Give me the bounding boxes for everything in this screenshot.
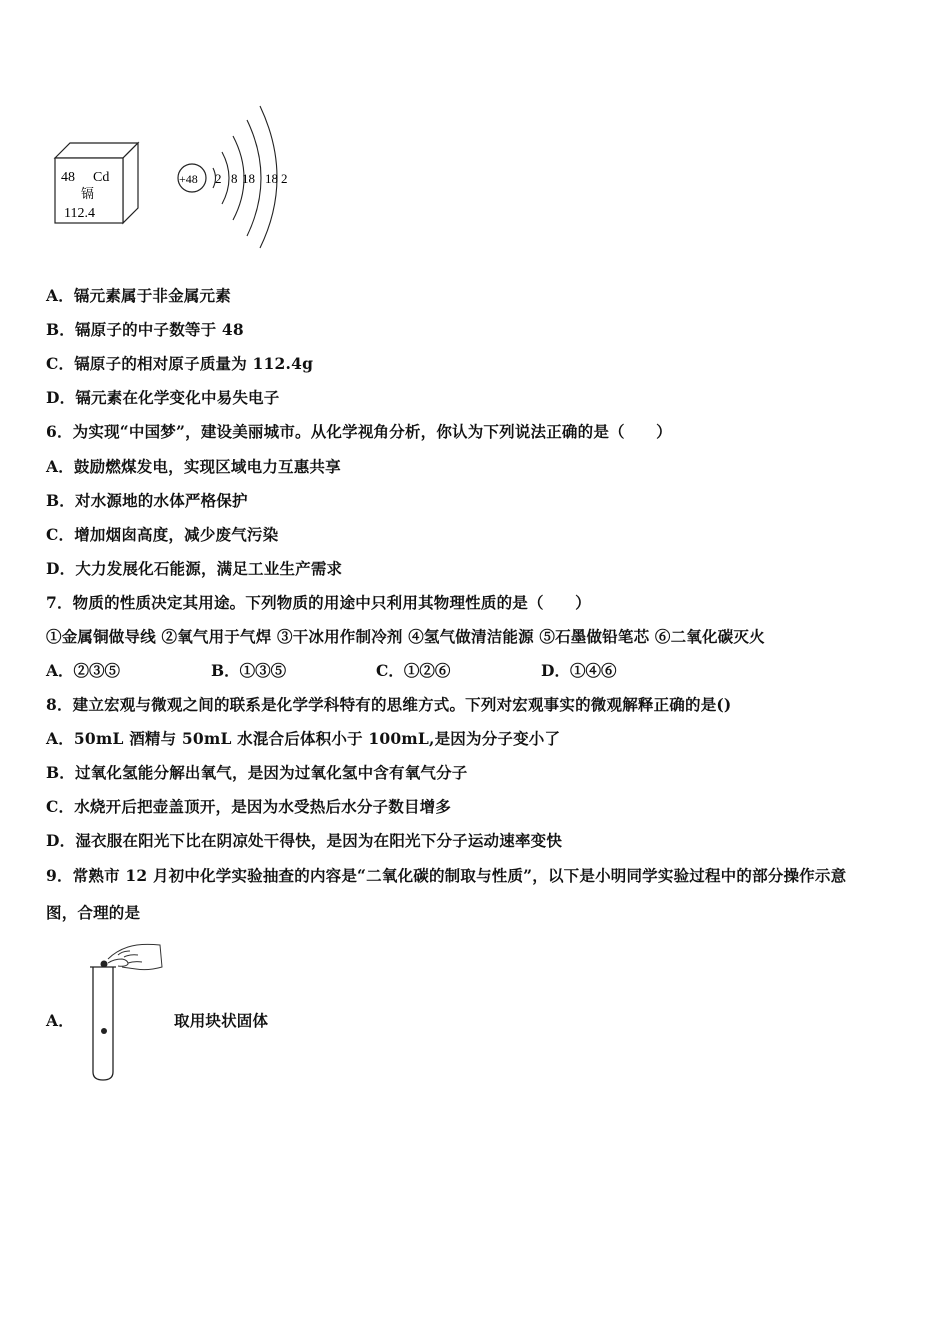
element-symbol: Cd [93, 170, 110, 185]
q8-option-a: A．50mL 酒精与 50mL 水混合后体积小于 100mL,是因为分子变小了 [46, 729, 561, 748]
q7-items: ①金属铜做导线 ②氧气用于气焊 ③干冰用作制冷剂 ④氢气做清洁能源 ⑤石墨做铅笔芯 ⑥二氧化碳灭火 [46, 627, 765, 646]
atomic-mass: 112.4 [64, 206, 95, 221]
element-name: 镉 [81, 186, 95, 201]
q8-option-c: C．水烧开后把壶盖顶开，是因为水受热后水分子数目增多 [46, 797, 452, 816]
q7-option-c: C．①②⑥ [376, 661, 451, 680]
q9-option-a-caption: 取用块状固体 [174, 1011, 269, 1030]
q9-option-a-letter: A． [46, 1011, 74, 1030]
q8-option-b: B．过氧化氢能分解出氧气，是因为过氧化氢中含有氧气分子 [46, 763, 468, 782]
q7-option-a: A．②③⑤ [46, 661, 121, 680]
q5-option-d: D．镉元素在化学变化中易失电子 [46, 388, 280, 407]
q7-options [46, 661, 906, 681]
q6-option-d: D．大力发展化石能源，满足工业生产需求 [46, 559, 343, 578]
q8-option-d: D．湿衣服在阳光下比在阴凉处干得快，是因为在阳光下分子运动速率变快 [46, 831, 563, 850]
shell-2: 8 [231, 171, 238, 186]
nucleus-charge: +48 [179, 172, 198, 186]
q7-stem: 7．物质的性质决定其用途。下列物质的用途中只利用其物理性质的是（ ） [46, 593, 591, 612]
cadmium-figure [50, 100, 300, 250]
shell-3: 18 [242, 171, 255, 186]
atomic-number: 48 [61, 170, 75, 185]
q7-option-b: B．①③⑤ [211, 661, 287, 680]
shell-4: 18 [265, 171, 278, 186]
q6-stem: 6．为实现“中国梦”，建设美丽城市。从化学视角分析，你认为下列说法正确的是（ ） [46, 422, 672, 441]
hand-icon [108, 944, 162, 969]
shell-1: 2 [215, 171, 222, 186]
q7-option-d: D．①④⑥ [541, 661, 617, 680]
q9-stem-line1: 9．常熟市 12 月初中化学实验抽查的内容是“二氧化碳的制取与性质”，以下是小明同学实验过程中的部分操作示意 [46, 866, 847, 885]
q5-option-c: C．镉原子的相对原子质量为 112.4g [46, 354, 314, 373]
element-card [55, 143, 138, 223]
shell-5: 2 [281, 171, 288, 186]
q6-option-b: B．对水源地的水体严格保护 [46, 491, 248, 510]
q9-stem-line2: 图，合理的是 [46, 903, 141, 922]
q8-stem: 8．建立宏观与微观之间的联系是化学学科特有的思维方式。下列对宏观事实的微观解释正确的是() [46, 695, 732, 714]
q5-option-b: B．镉原子的中子数等于 48 [46, 320, 244, 339]
atom-structure-diagram [178, 106, 288, 248]
q6-option-c: C．增加烟囱高度，减少废气污染 [46, 525, 279, 544]
q5-option-a: A．镉元素属于非金属元素 [46, 286, 231, 305]
q6-option-a: A．鼓励燃煤发电，实现区域电力互惠共享 [46, 457, 341, 476]
solid-block-icon [101, 961, 108, 968]
test-tube-hand-figure [88, 937, 168, 1087]
test-tube-icon [93, 967, 113, 1080]
